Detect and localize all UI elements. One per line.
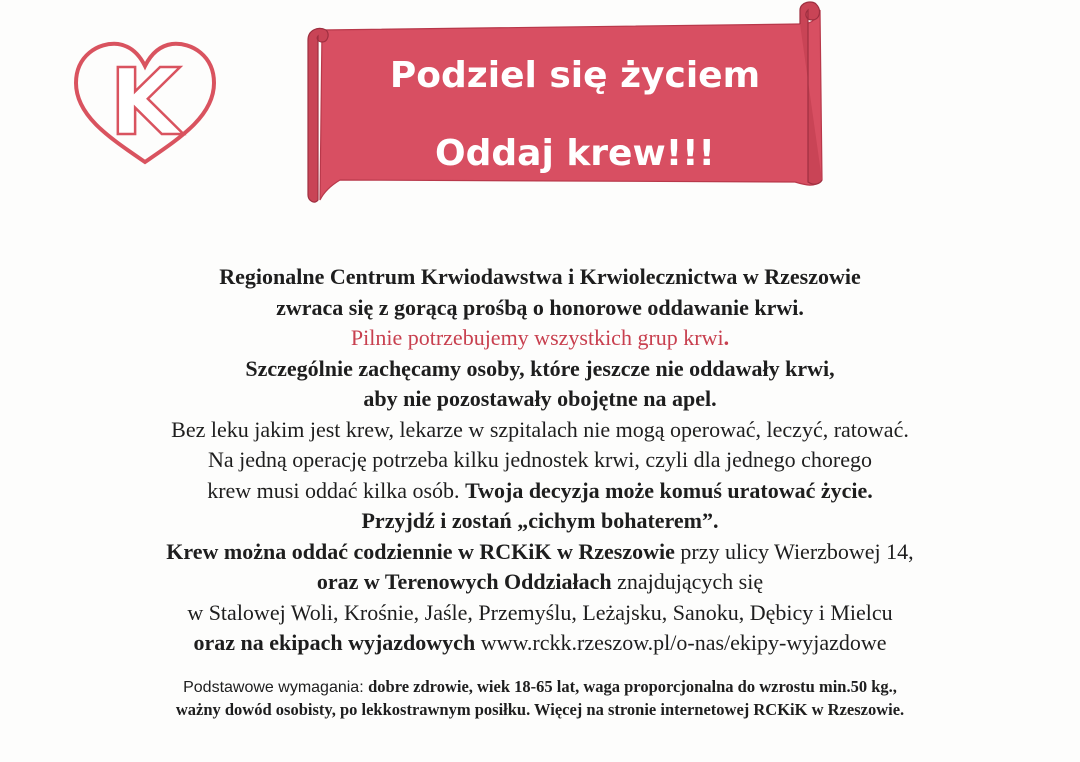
mobile-teams-url: www.rckk.rzeszow.pl/o-nas/ekipy-wyjazdowe [475,630,887,655]
main-line-4: Szczególnie zachęcamy osoby, które jeszcze nie oddawały krwi, [245,355,835,381]
banner-text [330,28,820,188]
donation-location-bold: Krew można oddać codziennie w RCKiK w Rzeszowie [166,538,675,564]
urgent-note-dot: . [723,325,730,350]
requirements-footer [20,676,1060,721]
branches-text: znajdujących się [611,569,764,594]
main-line-13 [40,628,1040,659]
requirements-label: Podstawowe wymagania: [183,679,369,696]
main-line-5: aby nie pozostawały obojętne na apel. [363,386,717,411]
requirements-line-1: dobre zdrowie, wiek 18-65 lat, waga proporcjonalna do wzrostu min.50 kg., [368,677,897,696]
rckik-heart-logo [70,38,220,168]
banner-headline: Podziel się życiem [389,55,761,96]
main-line-2: zwraca się z gorącą prośbą o honorowe oddawanie krwi. [276,294,804,320]
decision-highlight: Twoja decyzja może komuś uratować życie. [465,477,873,503]
requirements-line-2: ważny dowód osobisty, po lekkostrawnym posiłku. Więcej na stronie internetowej RCKiK w Rzeszowie. [175,700,905,719]
main-line-10 [40,537,1040,568]
main-message [40,262,1040,659]
banner-call-to-action: Oddaj krew!!! [435,133,715,174]
donation-address: przy ulicy Wierzbowej 14, [674,538,914,564]
main-line-12: w Stalowej Woli, Krośnie, Jaśle, Przemyślu, Leżajsku, Sanoku, Dębicy i Mielcu [187,599,893,625]
logo-letter: K [109,49,181,156]
main-line-8 [40,476,1040,507]
main-line-8-text: krew musi oddać kilka osób. [207,477,466,503]
urgent-note: Pilnie potrzebujemy wszystkich grup krwi [350,325,724,350]
main-line-11 [40,567,1040,598]
main-line-1: Regionalne Centrum Krwiodawstwa i Krwiolecznictwa w Rzeszowie [219,264,861,289]
mobile-teams-bold: oraz na ekipach wyjazdowych [193,630,476,655]
main-line-3 [40,323,1040,354]
main-line-6: Bez leku jakim jest krew, lekarze w szpitalach nie mogą operować, leczyć, ratować. [171,416,909,442]
main-line-7: Na jedną operację potrzeba kilku jednostek krwi, czyli dla jednego chorego [207,447,873,472]
main-line-9: Przyjdź i zostań „cichym bohaterem”. [361,508,719,533]
footer-line-1 [20,676,1060,699]
branches-bold: oraz w Terenowych Oddziałach [316,569,612,594]
